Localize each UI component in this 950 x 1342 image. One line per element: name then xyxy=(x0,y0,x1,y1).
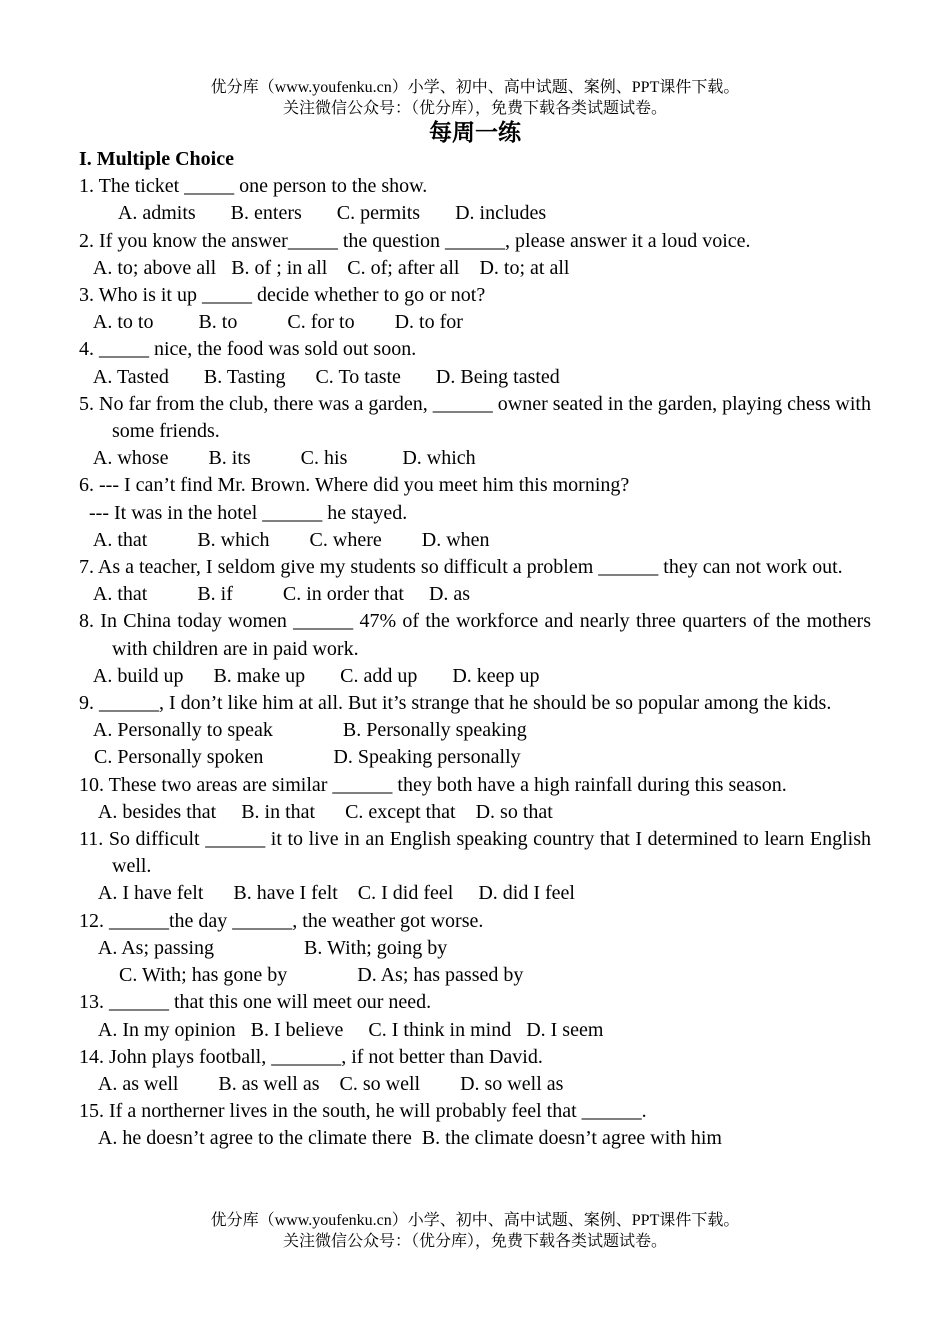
question-4-stem: 4. _____ nice, the food was sold out soon. xyxy=(79,338,417,361)
question-4-options: A. Tasted B. Tasting C. To taste D. Being tasted xyxy=(79,365,560,388)
question-3-stem: 3. Who is it up _____ decide whether to go or not? xyxy=(79,284,486,307)
question-14-stem: 14. John plays football, _______, if not better than David. xyxy=(79,1045,543,1068)
question-12-options-a-b: A. As; passing B. With; going by xyxy=(79,936,448,959)
question-1-options: A. admits B. enters C. permits D. includes xyxy=(79,202,547,225)
question-12-stem: 12. ______the day ______, the weather got worse. xyxy=(79,909,484,932)
question-9-stem: 9. ______, I don’t like him at all. But it’s strange that he should be so popular among the kids. xyxy=(79,692,832,715)
question-6-stem: 6. --- I can’t find Mr. Brown. Where did you meet him this morning? xyxy=(79,474,630,497)
header-line-1: 优分库（www.youfenku.cn）小学、初中、高中试题、案例、PPT课件下载。 xyxy=(210,79,740,96)
question-11-options: A. I have felt B. have I felt C. I did feel D. did I feel xyxy=(79,882,575,905)
page-footer xyxy=(0,1210,950,1252)
question-2-options: A. to; above all B. of ; in all C. of; after all D. to; at all xyxy=(79,256,570,279)
question-9-options-a-b: A. Personally to speak B. Personally speaking xyxy=(79,719,527,742)
question-10-options: A. besides that B. in that C. except that D. so that xyxy=(79,800,553,823)
question-10-stem: 10. These two areas are similar ______ they both have a high rainfall during this season. xyxy=(79,773,787,796)
question-8-options: A. build up B. make up C. add up D. keep up xyxy=(79,664,540,687)
question-13-stem: 13. ______ that this one will meet our need. xyxy=(79,991,432,1014)
question-8-stem: 8. In China today women ______ 47% of the workforce and nearly three quarters of the mothers with children are in paid work. xyxy=(79,610,871,660)
question-11-stem: 11. So difficult ______ it to live in an English speaking country that I determined to learn English well. xyxy=(79,828,871,878)
question-12-options-c-d: C. With; has gone by D. As; has passed by xyxy=(79,964,524,987)
footer-line-2: 关注微信公众号：（优分库），免费下载各类试题试卷。 xyxy=(282,1233,667,1250)
question-3-options: A. to to B. to C. for to D. to for xyxy=(79,311,463,334)
question-2-stem: 2. If you know the answer_____ the question ______, please answer it a loud voice. xyxy=(79,229,751,252)
header-line-2: 关注微信公众号：（优分库），免费下载各类试题试卷。 xyxy=(282,100,667,117)
question-15-stem: 15. If a northerner lives in the south, he will probably feel that ______. xyxy=(79,1100,647,1123)
footer-line-1: 优分库（www.youfenku.cn）小学、初中、高中试题、案例、PPT课件下载。 xyxy=(210,1212,740,1229)
question-15-options: A. he doesn’t agree to the climate there B. the climate doesn’t agree with him xyxy=(79,1127,722,1150)
question-9-options-c-d: C. Personally spoken D. Speaking personally xyxy=(79,746,521,769)
question-1-stem: 1. The ticket _____ one person to the show. xyxy=(79,175,428,198)
question-14-options: A. as well B. as well as C. so well D. so well as xyxy=(79,1072,564,1095)
exercise-body xyxy=(79,146,871,1153)
section-heading: I. Multiple Choice xyxy=(79,148,234,170)
question-7-options: A. that B. if C. in order that D. as xyxy=(79,583,471,606)
question-5-options: A. whose B. its C. his D. which xyxy=(79,447,476,470)
question-5-stem: 5. No far from the club, there was a garden, ______ owner seated in the garden, playing chess with some friends. xyxy=(79,392,871,443)
question-6-reply: --- It was in the hotel ______ he stayed. xyxy=(79,501,408,524)
question-13-options: A. In my opinion B. I believe C. I think in mind D. I seem xyxy=(79,1018,604,1041)
page-header xyxy=(0,77,950,119)
page-title: 每周一练 xyxy=(429,120,521,145)
question-7-stem: 7. As a teacher, I seldom give my students so difficult a problem ______ they can not work out. xyxy=(79,556,843,579)
question-6-options: A. that B. which C. where D. when xyxy=(79,528,490,551)
